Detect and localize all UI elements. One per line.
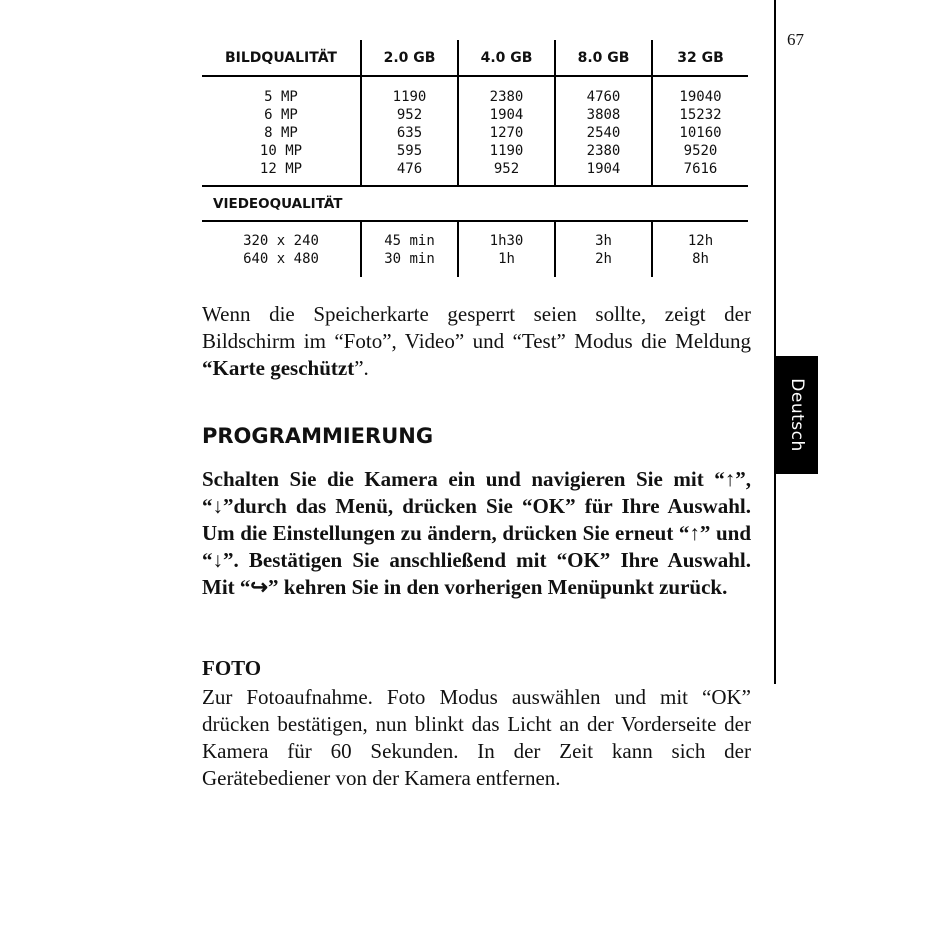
image-4gb-cell: 2380 1904 1270 1190 952 <box>458 76 555 186</box>
language-tab <box>775 356 818 474</box>
image-2gb-cell: 1190 952 635 595 476 <box>361 76 458 186</box>
header-32gb: 32 GB <box>652 40 748 76</box>
paragraph-text-end: ”. <box>354 356 369 380</box>
sub-heading: FOTO <box>202 656 262 680</box>
video-section-row <box>202 186 748 221</box>
language-tab-label: Deutsch <box>786 378 807 452</box>
page-number: 67 <box>787 30 804 49</box>
header-image-quality: BILDQUALITÄT <box>202 40 361 76</box>
table-row <box>202 76 748 186</box>
video-4gb-cell: 1h30 1h <box>458 221 555 277</box>
video-8gb-cell: 3h 2h <box>555 221 652 277</box>
video-2gb-cell: 45 min 30 min <box>361 221 458 277</box>
video-quality-label: VIEDEOQUALITÄT <box>202 186 748 221</box>
capacity-table <box>202 40 748 277</box>
table-row <box>202 221 748 277</box>
section-heading: PROGRAMMIERUNG <box>202 424 434 448</box>
image-32gb-cell: 19040 15232 10160 9520 7616 <box>652 76 748 186</box>
paragraph-bold-text: “Karte geschützt <box>202 356 355 380</box>
header-2gb: 2.0 GB <box>361 40 458 76</box>
video-quality-cell: 320 x 240 640 x 480 <box>243 233 319 267</box>
table-header-row <box>202 40 748 76</box>
video-32gb-cell: 12h 8h <box>652 221 748 277</box>
margin-rule <box>774 0 776 684</box>
image-8gb-cell: 4760 3808 2540 2380 1904 <box>555 76 652 186</box>
image-quality-cell: 5 MP 6 MP 8 MP 10 MP 12 MP <box>259 89 303 177</box>
header-4gb: 4.0 GB <box>458 40 555 76</box>
paragraph-text: Wenn die Speicherkarte gesperrt seien sollte, zeigt der Bildschirm im “Foto”, Video” und “Test” Modus die Meldung <box>202 302 751 353</box>
navigation-paragraph: Schalten Sie die Kamera ein und navigieren Sie mit “↑”, “↓”durch das Menü, drücken Sie “OK” für Ihre Auswahl. Um die Einstellungen zu ändern, drücken Sie erneut “↑” und “↓”. Bestätigen Sie anschließend mit “OK” Ihre Auswahl. Mit “↪” kehren Sie in den vorherigen Menüpunkt zurück. <box>202 467 751 599</box>
photo-paragraph: Zur Fotoaufnahme. Foto Modus auswählen und mit “OK” drücken bestätigen, nun blinkt das Licht an der Vorderseite der Kamera für 60 Sekunden. In der Zeit kann sich der Gerätebediener von der Kamera entfernen. <box>202 685 751 790</box>
memory-card-paragraph <box>202 301 751 382</box>
header-8gb: 8.0 GB <box>555 40 652 76</box>
